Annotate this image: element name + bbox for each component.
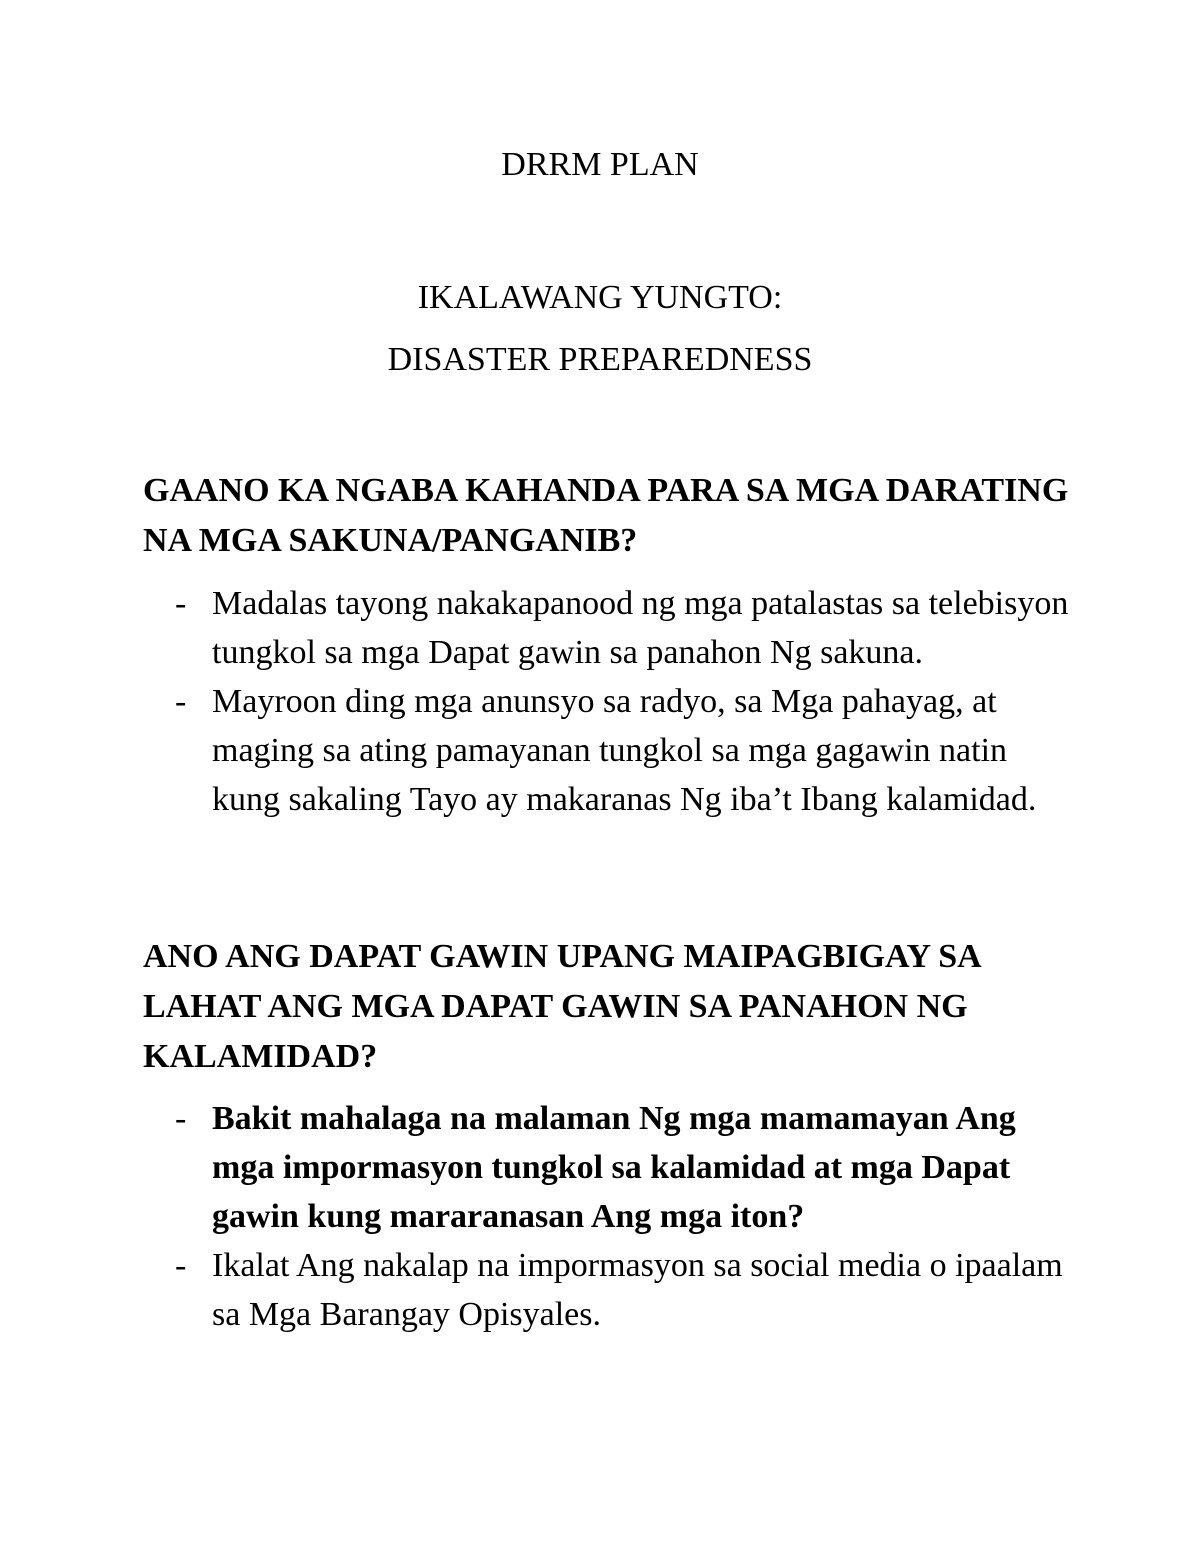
subtitle-topic: DISASTER PREPAREDNESS [387, 341, 813, 378]
bullet-list-information [175, 1094, 1075, 1339]
list-item [175, 677, 1075, 824]
list-item-text: Bakit mahalaga na malaman Ng mga mamamayan Ang mga impormasyon tungkol sa kalamidad at mga Dapat gawin kung mararanasan Ang mga iton? [212, 1100, 1016, 1235]
list-item [175, 1094, 1075, 1241]
dash-bullet: - [175, 1100, 187, 1137]
list-item [175, 1241, 1075, 1339]
list-item-text: Mayroon ding mga anunsyo sa radyo, sa Mga pahayag, at maging sa ating pamayanan tungkol sa mga gagawin natin kung sakaling Tayo ay makaranas Ng iba’t Ibang kalamidad. [212, 683, 1037, 818]
list-item-text: Ikalat Ang nakalap na impormasyon sa social media o ipaalam sa Mga Barangay Opisyales. [212, 1247, 1063, 1333]
bullet-list-preparedness [175, 579, 1075, 824]
subtitle-phase: IKALAWANG YUNGTO: [417, 279, 783, 316]
dash-bullet: - [175, 1247, 187, 1284]
section-heading-information: ANO ANG DAPAT GAWIN UPANG MAIPAGBIGAY SA LAHAT ANG MGA DAPAT GAWIN SA PANAHON NG KALAMIDAD? [143, 938, 980, 1075]
dash-bullet: - [175, 683, 187, 720]
dash-bullet: - [175, 585, 187, 622]
list-item [175, 579, 1075, 677]
section-heading-preparedness: GAANO KA NGABA KAHANDA PARA SA MGA DARATING NA MGA SAKUNA/PANGANIB? [143, 472, 1069, 559]
list-item-text: Madalas tayong nakakapanood ng mga patalastas sa telebisyon tungkol sa mga Dapat gawin sa panahon Ng sakuna. [212, 585, 1069, 671]
document-title: DRRM PLAN [501, 146, 699, 183]
